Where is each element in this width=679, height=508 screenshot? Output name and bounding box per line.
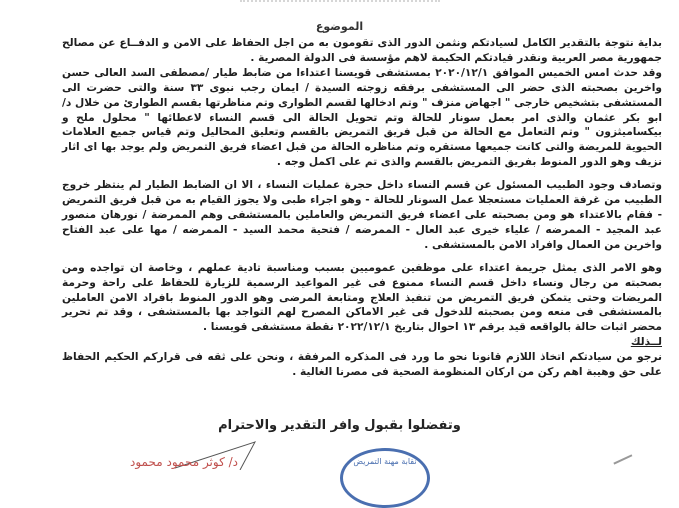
paragraph-assault: وتصادف وجود الطبيب المسئول عن قسم النساء داخل حجرة عمليات النساء ، الا ان الضابط الطيار لم ينتظر خروج الطبيب من غرفة العمليات مستعجلا عمل السونار للحالة - وهو اجراء طبى ولا يجوز القيام به من قبل فريق التمريض - فقام بالاعتداء هو ومن بصحبته على اعضاء فريق التمريض والعاملين بالمستشفى وهم الممرضة / نورهان منصور عبد المجيد - الممرضه / علياء خيرى عبد العال - الممرضه / فتحية محمد السيد - الممرضه / مها على عبد الفتاح واخرين من العمال وافراد الامن بالمستشفى . bbox=[62, 179, 662, 251]
signature-name: د/ كوثر محمود محمود bbox=[130, 455, 239, 469]
therefore-label: لــذلك bbox=[630, 336, 662, 349]
paragraph-request: نرجو من سيادتكم اتخاذ اللازم قانونا نحو ما ورد فى المذكره المرفقة ، ونحن على ثقه فى قراركم الحكيم الحفاظ على حق وهيبة اهم ركن من اركان المنظومة الصحية فى مصرنا الغالية . bbox=[62, 351, 662, 379]
paragraph-incident: وقد حدث امس الخميس الموافق ٢٠٢٠/١٢/١ بمستشفى قويسنا اعتداءا من ضابط طيار /مصطفى السد العالى حسن واخرين بصحبته الذى حضر الى المستشفى برفقه زوجته السيدة / ايمان رجب نبوى ٣٣ سنة والتى حضرت الى المستشفى بتشخيص خارجى " اجهاض منزف " وتم ادخالها لقسم الطوارى وتم مناظرتها بقسم الطوارئ من خلال د/ ابو بكر عثمان والذى امر بعمل سونار للحالة وتم تحويل الحالة الى قسم النساء لاعطائها " محلول ملح و بيكساميثزون " وتم التعامل مع الحالة من قبل فريق التمريض بالقسم وتعليق المحاليل وتم قياس جميع العلامات الحيوية للمريضة والتى كانت جميعها مستقره وتم مناظره الحالة من قبل اعضاء فريق التمريض ولم يوجد بها اى اثار نزيف وهو الدور المنوط بفريق التمريض بالقسم والذى تم على اكمل وجه . bbox=[62, 66, 663, 169]
header-dotted-line bbox=[240, 0, 440, 6]
paragraph-intro: بداية نتوجة بالتقدير الكامل لسيادتكم ونثمن الدور الذى تقومون به من اجل الحفاظ على الامن و الدفــاع عن مصالح جمهورية مصر العربية ونقدر قيادتكم الحكيمة لاهم مؤسسة فى الدولة المصرية . bbox=[62, 37, 662, 64]
subject-heading: الموضوع bbox=[315, 20, 364, 33]
signature-mark bbox=[613, 454, 636, 473]
letter-body bbox=[62, 36, 662, 380]
closing-salutation: وتفضلوا بقبول وافر التقدير والاحترام bbox=[218, 418, 461, 433]
union-stamp bbox=[340, 448, 430, 508]
paragraph-legal: وهو الامر الذى يمثل جريمة اعتداء على موظفين عموميين بسبب ومناسبة تادية عملهم ، وخاصة ان تواجده ومن بصحبته من رجال ونساء داخل قسم النساء ممنوع فى غير المواعيد الرسمية للزيارة للحفاظ على راحة وحرمة المريضات وحتى يتمكن فريق التمريض من تنفيذ العلاج ومتابعة المرضى وهو الدور المنوط بافراد الامن العاملين بالمستشفى فى منعه ومن بصحبته للدخول فى غير الاماكن المصرح لهم التواجد بها بالمستشفى ، وقد تم تحرير محضر اثبات حالة بالواقعه قيد برقم ١٣ احوال بتاريخ ٢٠٢٢/١٢/١ نقطة مستشفى قويسنا . bbox=[62, 261, 662, 334]
stamp-text: نقابة مهنة التمريض bbox=[353, 457, 417, 466]
